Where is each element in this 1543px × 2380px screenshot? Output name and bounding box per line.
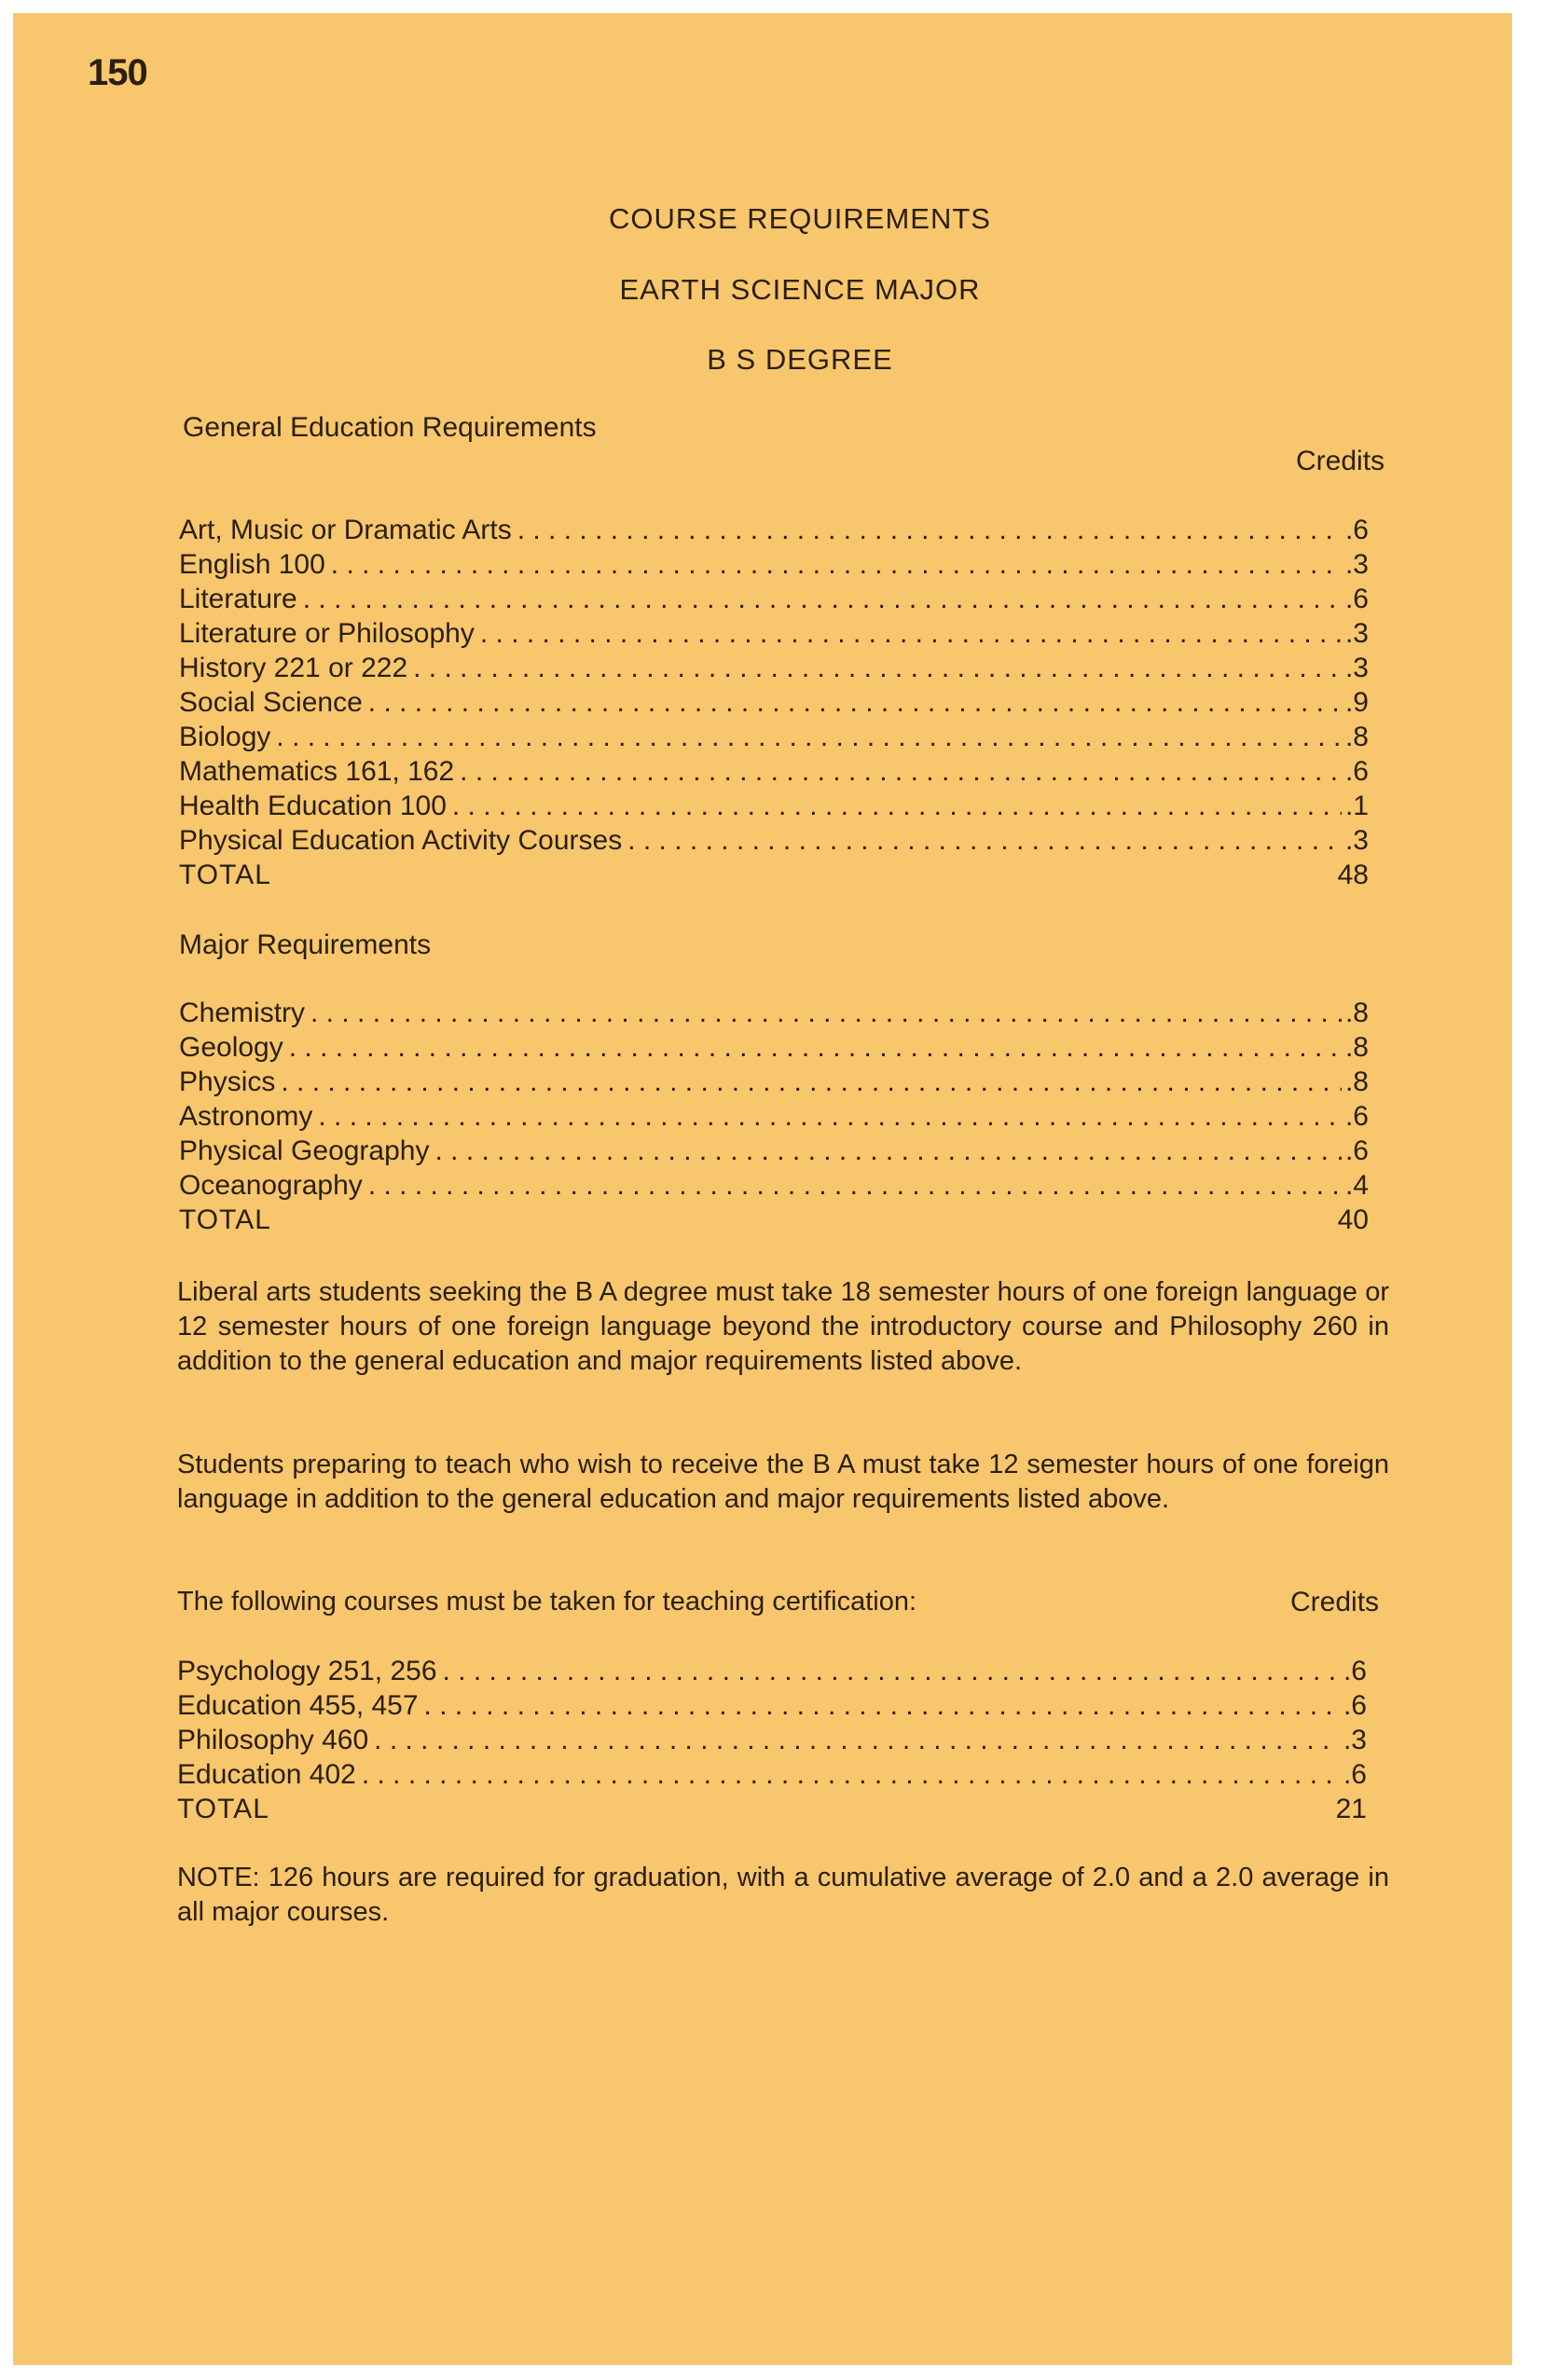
course-credits: .6	[1344, 584, 1369, 614]
total-value: 40	[1337, 1204, 1369, 1235]
course-name: Astronomy	[179, 1101, 313, 1132]
course-name: Education 455, 457	[177, 1690, 419, 1721]
course-credits: .6	[1343, 1759, 1367, 1790]
list-item	[179, 1030, 1369, 1065]
list-item	[179, 1168, 1369, 1203]
heading-course-requirements: COURSE REQUIREMENTS	[609, 202, 991, 235]
dot-leader	[480, 616, 1342, 651]
course-name: Geology	[179, 1032, 283, 1063]
list-item	[177, 1723, 1367, 1757]
general-education-list	[179, 513, 1369, 892]
course-credits: .8	[1344, 1066, 1369, 1097]
major-requirements-label: Major Requirements	[179, 929, 432, 960]
course-name: Literature or Philosophy	[179, 618, 475, 649]
dot-leader	[318, 1099, 1342, 1134]
course-name: Chemistry	[179, 997, 306, 1028]
catalog-page	[13, 13, 1512, 2365]
total-value: 48	[1337, 860, 1369, 890]
course-name: Oceanography	[179, 1170, 363, 1201]
dot-leader	[452, 789, 1342, 823]
course-name: Art, Music or Dramatic Arts	[179, 515, 512, 545]
course-credits: .6	[1344, 1135, 1369, 1166]
list-item	[179, 582, 1369, 616]
course-credits: .6	[1343, 1656, 1367, 1686]
course-credits: .6	[1344, 1101, 1369, 1132]
ba-liberal-arts-paragraph: Liberal arts students seeking the B A degree must take 18 semester hours of one foreign language or 12 semester hours of one foreign language beyond the introductory course and Philosophy 260 in addition to the general education and major requirements listed above.	[177, 1277, 1389, 1376]
general-education-label: General Education Requirements	[183, 412, 597, 443]
list-item	[179, 754, 1369, 789]
list-item	[179, 616, 1369, 651]
dot-leader	[424, 1688, 1340, 1723]
dot-leader	[276, 720, 1342, 754]
course-name: English 100	[179, 549, 325, 580]
course-credits: .3	[1344, 825, 1369, 856]
list-item	[179, 789, 1369, 823]
list-item	[177, 1757, 1367, 1792]
total-label: TOTAL	[177, 1794, 269, 1824]
course-name: Physical Geography	[179, 1135, 430, 1166]
total-value: 21	[1335, 1794, 1367, 1824]
general-credits-header: Credits	[1296, 446, 1385, 476]
list-item	[179, 651, 1369, 685]
list-item	[179, 1134, 1369, 1168]
heading-major: EARTH SCIENCE MAJOR	[619, 273, 981, 306]
teaching-certification-label: The following courses must be taken for teaching certification:	[177, 1587, 917, 1616]
list-item	[179, 996, 1369, 1030]
dot-leader	[443, 1654, 1340, 1688]
course-name: Health Education 100	[179, 791, 447, 821]
list-item	[179, 1099, 1369, 1134]
dot-leader	[627, 823, 1342, 858]
teaching-credits-header: Credits	[1290, 1587, 1380, 1617]
dot-leader	[289, 1030, 1342, 1065]
teaching-total-row	[177, 1792, 1367, 1826]
course-name: Social Science	[179, 687, 363, 718]
list-item	[179, 823, 1369, 858]
major-total-row	[179, 1203, 1369, 1237]
dot-leader	[331, 547, 1342, 582]
course-credits: .6	[1344, 515, 1369, 545]
dot-leader	[368, 685, 1342, 720]
course-name: Psychology 251, 256	[177, 1656, 437, 1686]
list-item	[177, 1654, 1367, 1688]
list-item	[179, 1065, 1369, 1099]
list-item	[179, 547, 1369, 582]
dot-leader	[517, 513, 1342, 547]
course-credits: .3	[1344, 549, 1369, 580]
list-item	[179, 513, 1369, 547]
heading-degree: B S DEGREE	[707, 343, 893, 376]
course-name: History 221 or 222	[179, 653, 408, 683]
ba-teaching-paragraph: Students preparing to teach who wish to receive the B A must take 12 semester hours of one foreign language in addition to the general education and major requirements listed above.	[177, 1450, 1389, 1514]
dot-leader	[281, 1065, 1342, 1099]
total-label: TOTAL	[179, 1204, 271, 1235]
course-name: Mathematics 161, 162	[179, 756, 455, 787]
course-credits: .3	[1344, 653, 1369, 683]
general-total-row	[179, 858, 1369, 892]
course-credits: .3	[1344, 618, 1369, 649]
dot-leader	[374, 1723, 1340, 1757]
list-item	[179, 720, 1369, 754]
dot-leader	[460, 754, 1342, 789]
course-name: Physical Education Activity Courses	[179, 825, 623, 856]
dot-leader	[368, 1168, 1342, 1203]
page-number: 150	[88, 52, 147, 93]
course-name: Philosophy 460	[177, 1725, 369, 1755]
course-credits: .4	[1344, 1170, 1369, 1201]
course-credits: .6	[1344, 756, 1369, 787]
course-credits: .8	[1344, 1032, 1369, 1063]
course-name: Biology	[179, 722, 271, 752]
dot-leader	[303, 582, 1342, 616]
dot-leader	[362, 1757, 1340, 1792]
dot-leader	[434, 1134, 1341, 1168]
course-name: Physics	[179, 1066, 276, 1097]
course-name: Education 402	[177, 1759, 356, 1790]
course-name: Literature	[179, 584, 297, 614]
major-requirements-list	[179, 996, 1369, 1237]
course-credits: .9	[1344, 687, 1369, 718]
course-credits: .1	[1344, 791, 1369, 821]
dot-leader	[310, 996, 1342, 1030]
list-item	[179, 685, 1369, 720]
course-credits: .6	[1343, 1690, 1367, 1721]
course-credits: .3	[1343, 1725, 1367, 1755]
graduation-note: NOTE: 126 hours are required for graduation, with a cumulative average of 2.0 and a 2.0 average in all major courses.	[177, 1863, 1389, 1927]
total-label: TOTAL	[179, 860, 271, 890]
list-item	[177, 1688, 1367, 1723]
dot-leader	[413, 651, 1342, 685]
course-credits: .8	[1344, 722, 1369, 752]
course-credits: .8	[1344, 997, 1369, 1028]
teaching-certification-list	[177, 1654, 1367, 1826]
